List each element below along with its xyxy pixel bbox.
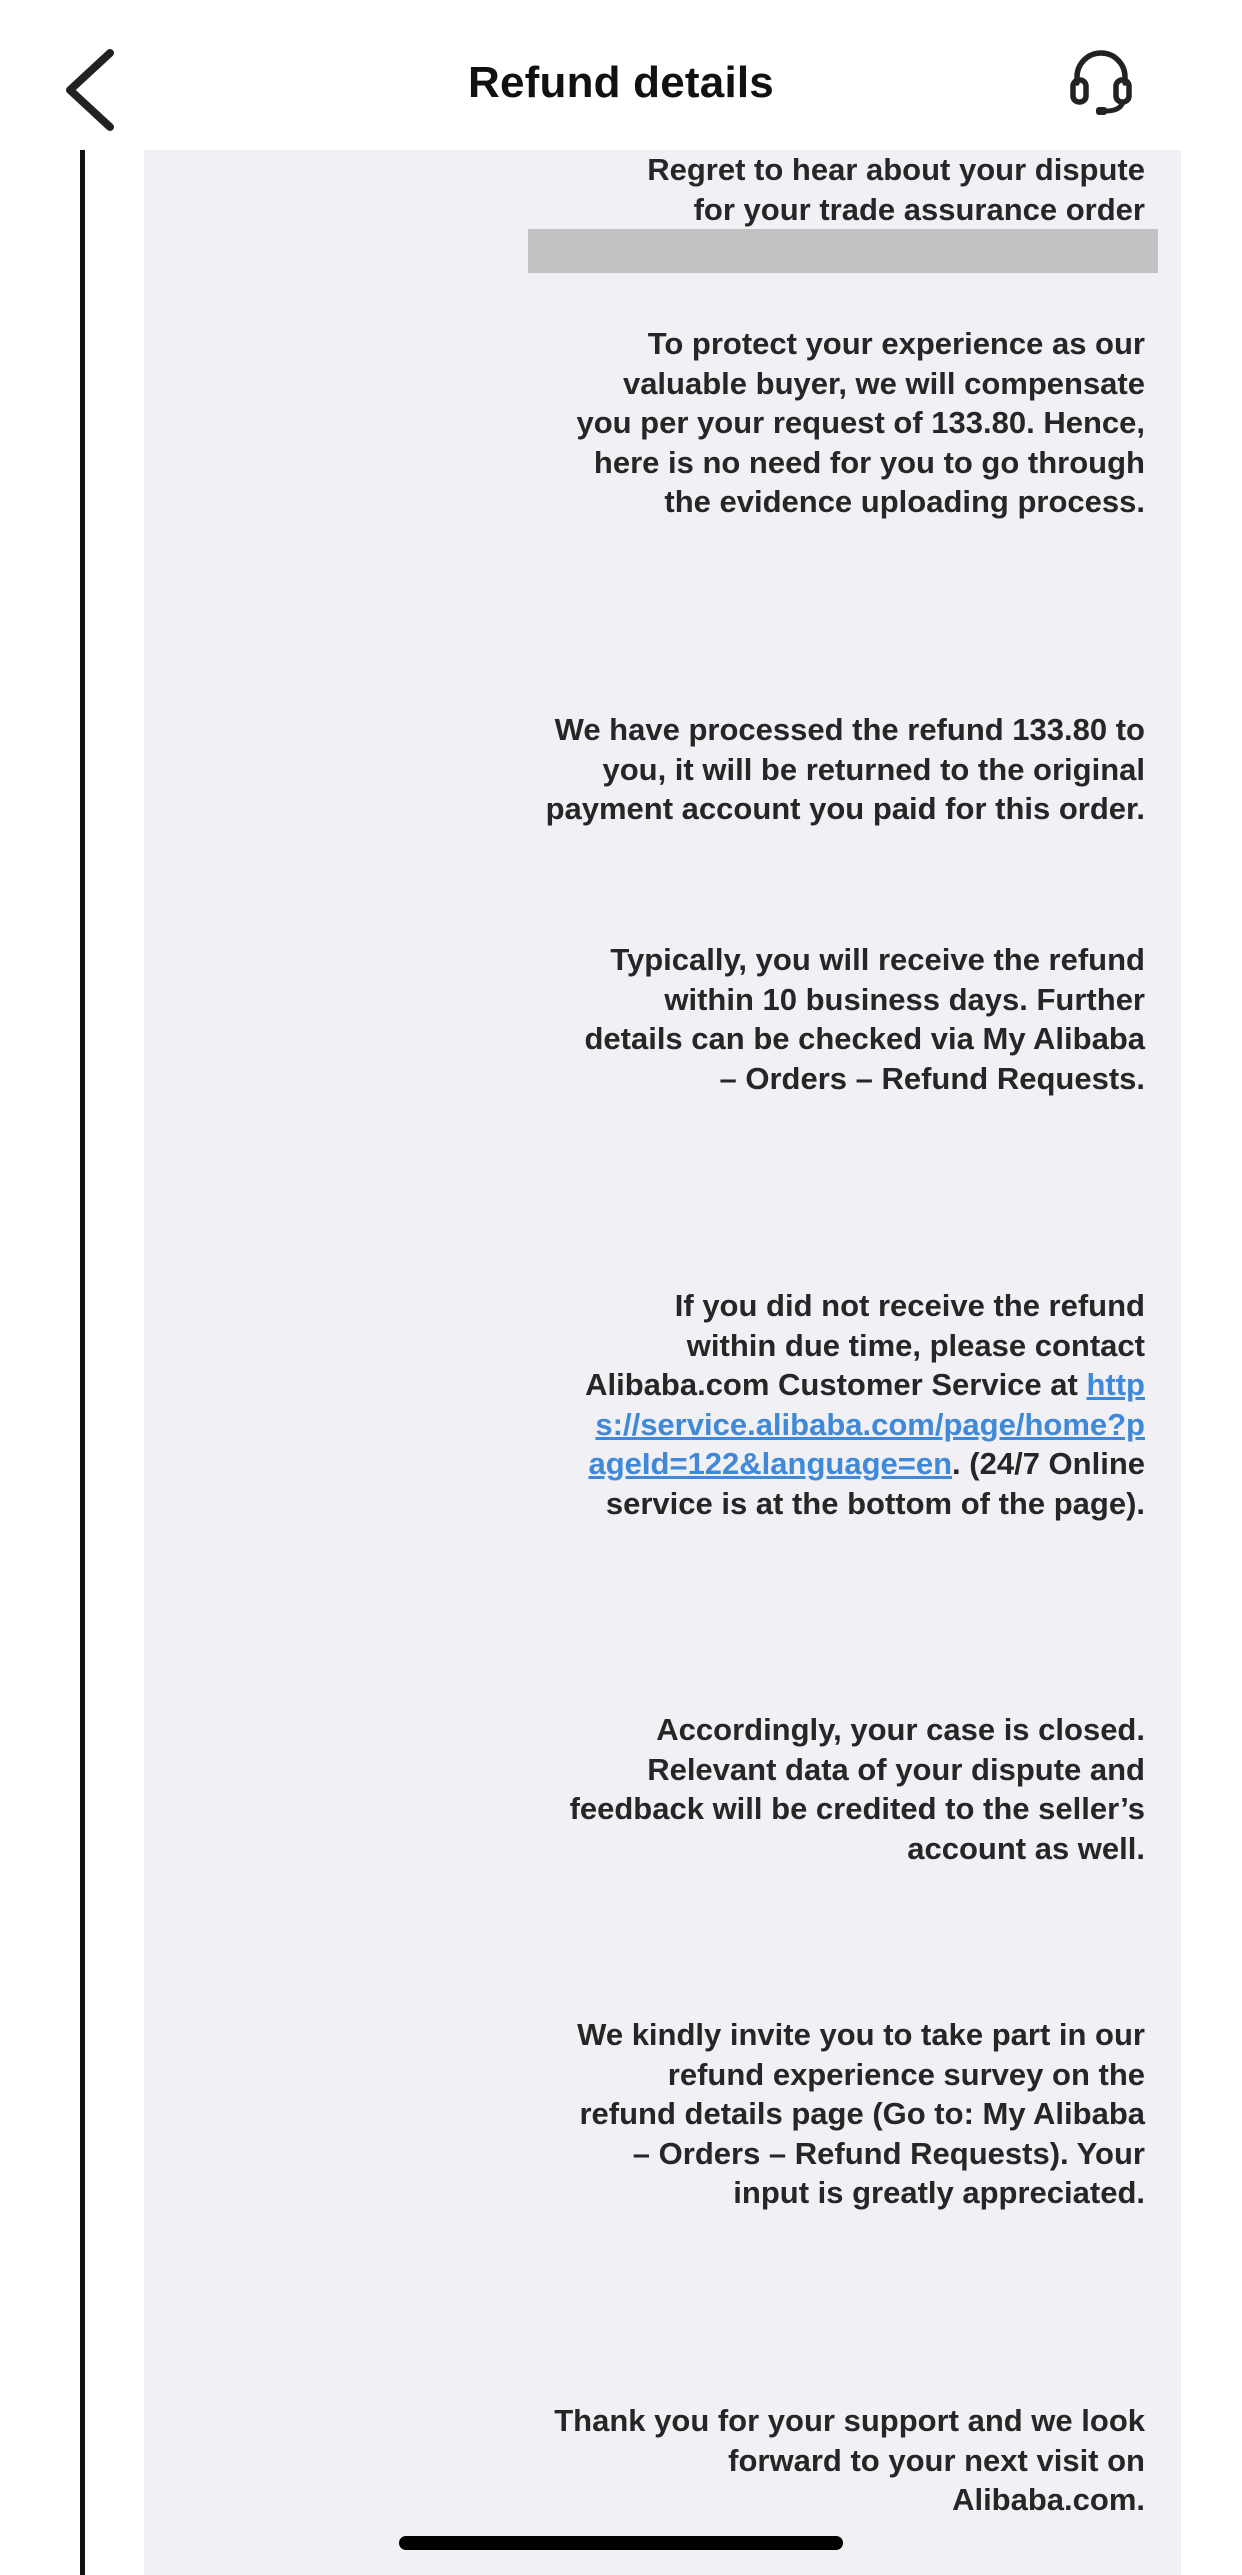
paragraph-4-text: If you did not receive the refund within due time, please contact Alibaba.com Customer Service at — [585, 1288, 1145, 1402]
message-panel — [144, 150, 1181, 2575]
top-nav-bar — [0, 0, 1242, 150]
customer-support-button[interactable] — [1068, 45, 1138, 125]
message-paragraph-4 — [585, 1286, 1145, 1523]
message-paragraph-6: We kindly invite you to take part in our refund experience survey on the refund details page (Go to: My Alibaba – Orders – Refund Requests). Your input is greatly appreciated. — [577, 2017, 1145, 2210]
intro-line-1: Regret to hear about your dispute — [647, 152, 1145, 187]
message-paragraph-2: We have processed the refund 133.80 to you, it will be returned to the original payment account you paid for this order. — [545, 712, 1145, 826]
message-paragraph-5: Accordingly, your case is closed. Relevant data of your dispute and feedback will be credited to the seller’s account as well. — [569, 1712, 1145, 1866]
message-paragraph-7: Thank you for your support and we look forward to your next visit on Alibaba.com. — [554, 2403, 1145, 2517]
customer-service-link[interactable]: https://service.alibaba.com/page/home?pageId=122&language=en — [588, 1367, 1145, 1481]
page-title: Refund details — [468, 58, 774, 107]
redacted-order-bar — [528, 229, 1158, 273]
home-indicator[interactable] — [399, 2536, 843, 2550]
intro-text — [445, 150, 1145, 229]
intro-line-2: for your trade assurance order — [693, 191, 1145, 227]
paragraph-4-suffix: . (24/7 Online service is at the bottom of the page). — [605, 1446, 1145, 1521]
message-paragraph-1: To protect your experience as our valuable buyer, we will compensate you per your request of 133.80. Hence, here is no need for you to go through the evidence uploading process. — [576, 326, 1145, 519]
headset-icon — [1068, 45, 1134, 117]
timeline-line — [80, 150, 85, 2575]
message-paragraph-3: Typically, you will receive the refund within 10 business days. Further details can be checked via My Alibaba – Orders – Refund Requests. — [584, 942, 1145, 1096]
